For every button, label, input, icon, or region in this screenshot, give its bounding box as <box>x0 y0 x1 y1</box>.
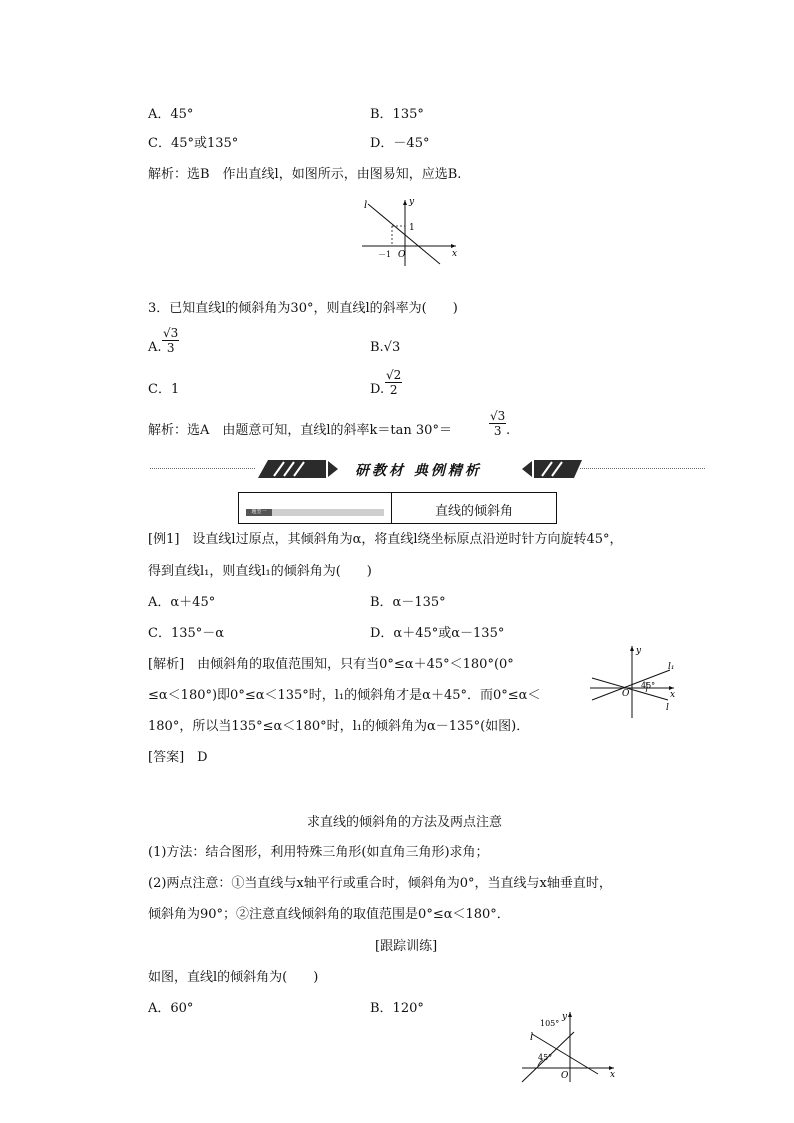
example1-figure <box>588 644 684 720</box>
q2-option-d: D．－45° <box>370 136 430 151</box>
topic-box-title: 直线的倾斜角 <box>434 504 513 519</box>
topic-box-left <box>239 493 392 523</box>
q2-fig-y: y <box>409 197 415 207</box>
q3-analysis-tail: . <box>506 423 511 438</box>
q3-analysis: 解析：选A 由题意可知，直线l的斜率k＝tan 30°＝ <box>148 423 452 438</box>
q3-option-d-prefix: D. <box>370 382 385 397</box>
q3-option-c: C．1 <box>148 382 180 397</box>
banner-title: 研教材 典例精析 <box>355 463 482 479</box>
q2-analysis: 解析：选B 作出直线l，如图所示，由图易知，应选B. <box>148 167 462 182</box>
q2-fig-one: 1 <box>409 223 415 233</box>
method-point-1: (1)方法：结合图形，利用特殊三角形(如直角三角形)求角； <box>148 845 489 860</box>
training-title: [跟踪训练] <box>375 939 438 954</box>
method-title: 求直线的倾斜角的方法及两点注意 <box>307 815 503 830</box>
example1-option-d: D．α＋45°或α－135° <box>370 626 505 641</box>
training-fig-origin: O <box>561 1071 569 1081</box>
banner-divider-left <box>150 468 255 469</box>
example1-solution-line3: 180°，所以当135°≤α＜180°时，l₁的倾斜角为α－135°(如图)． <box>148 719 530 734</box>
q3-stem: 3．已知直线l的倾斜角为30°，则直线l的斜率为( ) <box>148 301 458 316</box>
training-option-a: A．60° <box>148 1001 194 1016</box>
q3-option-a-num: √3 <box>163 326 179 340</box>
q2-option-a: A．45° <box>148 107 194 122</box>
method-point-2a: (2)两点注意：①当直线与x轴平行或重合时，倾斜角为0°，当直线与x轴垂直时， <box>148 876 612 891</box>
q3-option-d-den: 2 <box>389 383 398 397</box>
example1-fig-origin: O <box>622 689 630 699</box>
q3-analysis-den: 3 <box>493 424 502 438</box>
q3-option-d-fraction <box>385 368 402 397</box>
example1-fig-y: y <box>636 646 642 656</box>
q2-fig-x: x <box>452 249 458 259</box>
training-fig-l: l <box>530 1032 534 1043</box>
training-option-b: B．120° <box>370 1001 424 1016</box>
training-figure <box>512 1008 622 1084</box>
training-stem: 如图，直线l的倾斜角为( ) <box>148 970 319 985</box>
q3-option-a-fraction <box>162 326 179 355</box>
example1-answer: [答案] D <box>148 750 208 765</box>
q2-fig-origin: O <box>398 250 406 260</box>
q2-option-c: C．45°或135° <box>148 136 239 151</box>
example1-solution-line2: ≤α＜180°)即0°≤α＜135°时，l₁的倾斜角才是α＋45°．而0°≤α＜ <box>148 688 541 703</box>
example1-fig-angle: 45° <box>641 681 656 690</box>
example1-fig-x: x <box>670 690 676 700</box>
q3-analysis-num: √3 <box>490 409 506 423</box>
q2-figure <box>360 196 460 268</box>
example1-solution-line1: [解析] 由倾斜角的取值范围知，只有当0°≤α＋45°＜180°(0° <box>148 657 514 672</box>
banner-decoration-left <box>258 460 340 478</box>
q3-option-d-num: √2 <box>386 368 402 382</box>
banner-divider-right <box>580 468 705 469</box>
training-fig-105: 105° <box>540 1019 560 1028</box>
training-fig-x: x <box>610 1070 616 1080</box>
example1-line1: [例1] 设直线l过原点，其倾斜角为α，将直线l绕坐标原点沿逆时针方向旋转45°， <box>148 532 623 547</box>
q2-fig-l: l <box>364 200 368 211</box>
topic-tag: 题型一 <box>246 509 272 516</box>
training-fig-45: 45° <box>538 1053 553 1062</box>
q2-fig-neg1: －1 <box>378 250 392 259</box>
example1-option-b: B．α－135° <box>370 595 446 610</box>
q3-option-a-den: 3 <box>166 341 175 355</box>
example1-option-a: A．α＋45° <box>148 595 216 610</box>
example1-option-c: C．135°－α <box>148 626 225 641</box>
example1-fig-l: l <box>666 703 669 713</box>
q3-option-b: B.√3 <box>370 340 401 355</box>
example1-fig-l1: l₁ <box>668 662 675 672</box>
q3-option-a-prefix: A. <box>148 340 162 355</box>
method-point-2b: 倾斜角为90°；②注意直线倾斜角的取值范围是0°≤α＜180°． <box>148 907 510 922</box>
q3-analysis-fraction <box>489 409 506 438</box>
q2-option-b: B．135° <box>370 107 424 122</box>
banner-decoration-right <box>520 460 582 478</box>
topic-box <box>238 492 557 524</box>
training-fig-y: y <box>562 1012 568 1022</box>
example1-line2: 得到直线l₁，则直线l₁的倾斜角为( ) <box>148 564 372 579</box>
